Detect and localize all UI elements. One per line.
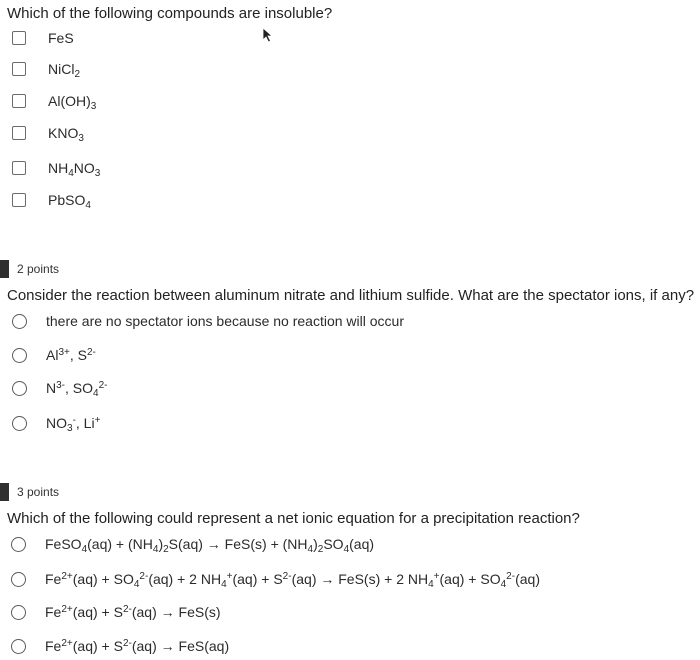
q3-option-1-label: FeSO$_4$(aq) + $(NH_4)_2S(aq) \to FeS(s) + (NH_4)_2SO_4(aq)$ bbox=[45, 536, 375, 555]
q1-option-4-checkbox[interactable] bbox=[12, 126, 26, 140]
q2-option-3-label: $N^{3-}$, $SO_4^{2-}$ bbox=[46, 380, 108, 399]
q3-option-1-radio[interactable] bbox=[11, 537, 26, 552]
q3-option-3-label: $Fe^{2+}(aq) + S^{2-}(aq) \to FeS(s)$ bbox=[45, 604, 221, 620]
q3-option-4-label: $Fe^{2+}(aq) + S^{2-}(aq) \to FeS(aq)$ bbox=[45, 638, 230, 654]
q1-option-2[interactable] bbox=[12, 61, 81, 80]
q1-option-6-checkbox[interactable] bbox=[12, 193, 26, 207]
q3-option-2-label: $Fe^{2+}(aq) + SO_4^{2-}(aq) + 2$ $NH_4^+(aq) + S^{2-}(aq) \to FeS(s) + 2$ $NH_4^+(aq) + SO_4^{2-}(aq)$ bbox=[45, 571, 540, 590]
q3-option-1[interactable] bbox=[11, 536, 375, 555]
q2-option-1-radio[interactable] bbox=[12, 314, 27, 329]
question-3-points: 3 points bbox=[17, 485, 60, 499]
q1-option-4-label: $KNO_3$ bbox=[48, 125, 84, 144]
q1-option-5[interactable] bbox=[12, 160, 101, 179]
q1-option-3[interactable] bbox=[12, 93, 97, 112]
q1-option-2-checkbox[interactable] bbox=[12, 62, 26, 76]
q2-option-4-radio[interactable] bbox=[12, 416, 27, 431]
question-2-points-badge bbox=[0, 260, 59, 278]
q1-option-5-label: $NH_4NO_3$ bbox=[48, 160, 101, 179]
q1-option-1-label: FeS bbox=[48, 30, 74, 46]
question-3-title: Which of the following could represent a net ionic equation for a precipitation reaction? bbox=[7, 510, 580, 527]
q1-option-6-label: PbSO$_4$ bbox=[48, 192, 91, 211]
q1-option-1-checkbox[interactable] bbox=[12, 31, 26, 45]
q2-option-3-radio[interactable] bbox=[12, 381, 27, 396]
q1-option-3-checkbox[interactable] bbox=[12, 94, 26, 108]
q2-option-2-label: $Al^{3+}$, $S^{2-}$ bbox=[46, 347, 96, 363]
q3-option-2-radio[interactable] bbox=[11, 572, 26, 587]
q3-option-2[interactable] bbox=[11, 571, 540, 590]
question-2-points: 2 points bbox=[17, 262, 60, 276]
mouse-cursor-icon bbox=[262, 27, 276, 43]
question-1-title: Which of the following compounds are insoluble? bbox=[7, 5, 333, 22]
q2-option-4-label: $NO_3^-$, Li+ bbox=[46, 415, 101, 434]
q1-option-6[interactable] bbox=[12, 192, 91, 211]
q3-option-3-radio[interactable] bbox=[11, 605, 26, 620]
q3-option-4[interactable] bbox=[11, 638, 229, 654]
q2-option-2-radio[interactable] bbox=[12, 348, 27, 363]
question-3-points-badge bbox=[0, 483, 59, 501]
q1-option-1[interactable] bbox=[12, 30, 74, 46]
q3-option-4-radio[interactable] bbox=[11, 639, 26, 654]
q1-option-4[interactable] bbox=[12, 125, 84, 144]
q1-option-2-label: NiCl$_2$ bbox=[48, 61, 81, 80]
q1-option-5-checkbox[interactable] bbox=[12, 161, 26, 175]
points-marker bbox=[0, 483, 9, 501]
points-marker bbox=[0, 260, 9, 278]
q3-option-3[interactable] bbox=[11, 604, 221, 620]
q2-option-1-label: there are no spectator ions because no reaction will occur bbox=[46, 313, 404, 329]
question-2-title: Consider the reaction between aluminum nitrate and lithium sulfide. What are the spectator ions, if any? bbox=[7, 287, 695, 304]
q1-option-3-label: $Al(OH)_3$ bbox=[48, 93, 97, 112]
q2-option-3[interactable] bbox=[12, 380, 108, 399]
q2-option-1[interactable] bbox=[12, 313, 404, 329]
q2-option-4[interactable] bbox=[12, 415, 101, 434]
q2-option-2[interactable] bbox=[12, 347, 96, 363]
